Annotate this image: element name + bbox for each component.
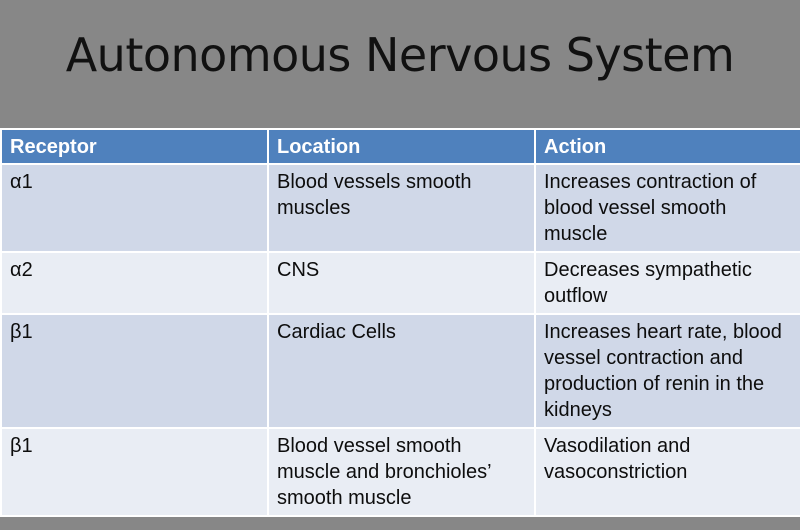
location-cell: Cardiac Cells: [268, 314, 535, 428]
location-cell: Blood vessel smooth muscle and bronchioles’ smooth muscle: [268, 428, 535, 516]
action-cell: Decreases sympathetic outflow: [535, 252, 800, 314]
table-row: [1, 164, 800, 252]
receptor-cell: β1: [1, 428, 268, 516]
table-row: [1, 252, 800, 314]
location-cell: Blood vessels smooth muscles: [268, 164, 535, 252]
slide-title: Autonomous Nervous System: [65, 28, 735, 82]
table-header-row: [1, 129, 800, 164]
receptor-table: [0, 128, 800, 517]
action-cell: Increases heart rate, blood vessel contraction and production of renin in the kidneys: [535, 314, 800, 428]
receptor-cell: β1: [1, 314, 268, 428]
action-cell: Increases contraction of blood vessel smooth muscle: [535, 164, 800, 252]
header-action: Action: [535, 129, 800, 164]
table-row: [1, 428, 800, 516]
header-location: Location: [268, 129, 535, 164]
action-cell: Vasodilation and vasoconstriction: [535, 428, 800, 516]
receptor-cell: α2: [1, 252, 268, 314]
receptor-cell: α1: [1, 164, 268, 252]
location-cell: CNS: [268, 252, 535, 314]
table-row: [1, 314, 800, 428]
header-receptor: Receptor: [1, 129, 268, 164]
